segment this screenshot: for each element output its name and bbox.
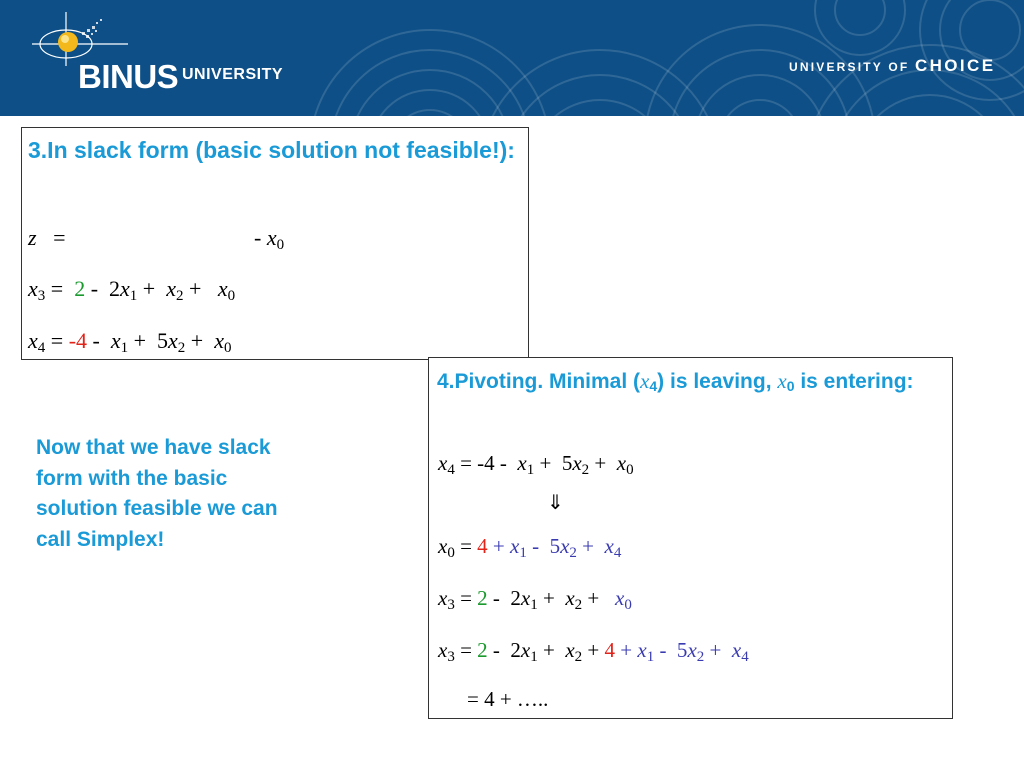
pivoting-box xyxy=(428,357,953,719)
tagline xyxy=(789,56,995,76)
eq-z: z = xyxy=(28,225,66,250)
step4-heading: 4.Pivoting. Minimal $(x_4)$ is leaving, $x_0$ is entering: xyxy=(437,369,914,394)
eq-pivot-x3-substituted: $x_3 = 2 - 2x_1 + x_2 + 4 + x_1 - 5x_2 + x_4$ xyxy=(438,638,749,665)
eq-z-rhs: - $x_0$ xyxy=(254,225,285,253)
logo-subtitle: UNIVERSITY xyxy=(182,66,284,83)
eq-pivot-x0: $x_0 = 4 + x_1 - 5x_2 + x_4$ xyxy=(438,534,622,561)
tagline-emphasis: CHOICE xyxy=(914,56,996,75)
logo-wordmark: BINUS xyxy=(78,58,179,95)
eq-x3: $x_3 = 2 - 2x_1 + x_2 + x_0$ xyxy=(28,276,236,304)
slack-form-box xyxy=(21,127,529,360)
step3-heading: 3.In slack form (basic solution not feasible!): xyxy=(28,137,515,163)
eq-pivot-x4: $x_4 = -4 - x_1 + 5x_2 + x_0$ xyxy=(438,451,634,478)
header-banner xyxy=(0,0,1024,116)
eq-x4: $x_4 = -4 - x_1 + 5x_2 + x_0$ xyxy=(28,328,232,356)
eq-pivot-result: = 4 + ….. xyxy=(467,687,549,711)
eq-pivot-x3: $x_3 = 2 - 2x_1 + x_2 + x_0$ xyxy=(438,586,632,613)
down-arrow-icon: ⇓ xyxy=(547,492,564,514)
simplex-note: Now that we have slack form with the basic solution feasible we can call Simplex! xyxy=(36,436,278,551)
tagline-prefix: UNIVERSITY OF xyxy=(789,60,910,74)
